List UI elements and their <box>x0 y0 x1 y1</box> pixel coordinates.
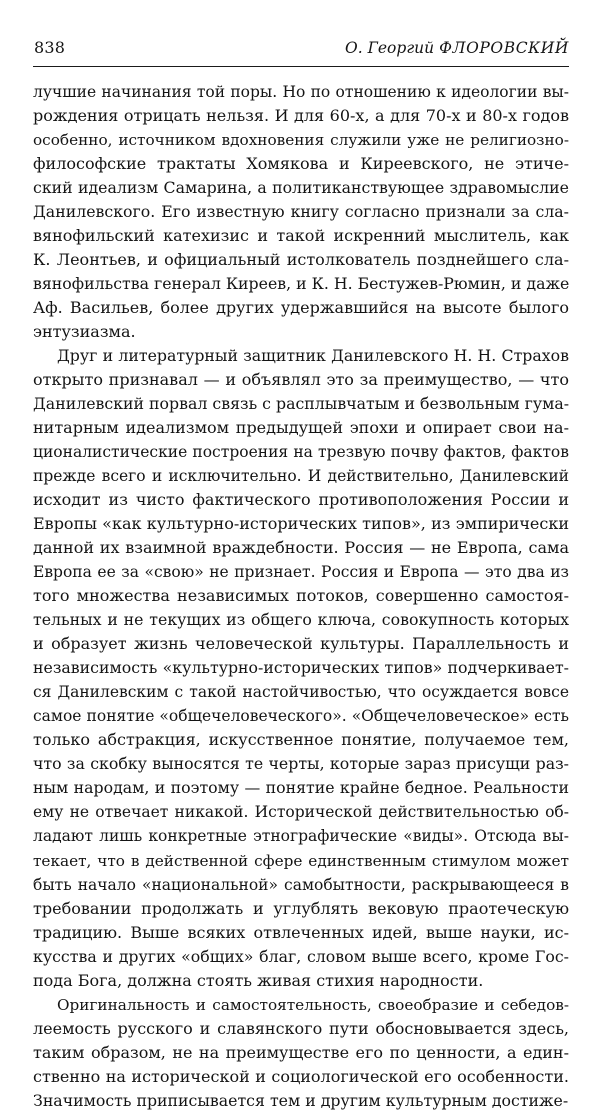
text-line: ным народам, и поэтому — понятие крайне бедное. Реальности <box>33 778 569 798</box>
author-given-name: Георгий <box>367 39 435 57</box>
text-line: рождения отрицать нельзя. И для 60-х, а для 70-х и 80-х годов <box>33 106 569 126</box>
text-line: исходит из чисто фактического противоположения России и <box>33 490 569 510</box>
paragraph <box>33 993 569 1113</box>
text-line: что за скобку выносятся те черты, которые зараз присущи раз- <box>33 754 569 774</box>
text-line: энтузиазма. <box>33 322 136 342</box>
text-line: Друг и литературный защитник Данилевского Н. Н. Страхов <box>57 346 569 366</box>
text-line: Аф. Васильев, более других удержавшийся на высоте былого <box>33 298 569 318</box>
text-line: того множества независимых потоков, совершенно самостоя- <box>33 586 569 606</box>
text-line: вянофильский катехизис и такой искренний мыслитель, как <box>33 226 569 246</box>
paragraph <box>33 80 569 344</box>
running-head-author <box>345 39 569 57</box>
text-line: ственно на исторической и социологической его особенности. <box>33 1066 569 1086</box>
author-surname: ФЛОРОВСКИЙ <box>439 39 569 57</box>
text-line: таким образом, не на преимуществе его по ценности, а един- <box>33 1042 569 1062</box>
text-line: особенно, источником вдохновения служили уже не религиозно- <box>33 131 569 150</box>
text-line: самое понятие «общечеловеческого». «Общечеловеческое» есть <box>33 707 569 726</box>
text-line: ционалистические построения на трезвую почву фактов, фактов <box>33 443 569 462</box>
text-line: только абстракция, искусственное понятие, получаемое тем, <box>33 730 569 750</box>
paragraph <box>33 344 569 992</box>
text-line: кусства и других «общих» благ, словом выше всего, кроме Гос- <box>33 946 569 966</box>
text-line: пода Бога, должна стоять живая стихия народности. <box>33 970 484 990</box>
text-line: леемость русского и славянского пути обосновывается здесь, <box>33 1018 569 1038</box>
text-line: текает, что в действенной сфере единственным стимулом может <box>33 851 569 870</box>
text-line: лучшие начинания той поры. Но по отношению к идеологии вы- <box>33 83 569 101</box>
text-line: быть начало «национальной» самобытности, раскрывающееся в <box>33 875 569 894</box>
text-line: ладают лишь конкретные этнографические «виды». Отсюда вы- <box>33 827 569 846</box>
text-line: вянофильства генерал Киреев, и К. Н. Бестужев-Рюмин, и даже <box>33 274 569 294</box>
text-line: ся Данилевским с такой настойчивостью, что осуждается вовсе <box>33 683 569 702</box>
text-line: Данилевского. Его известную книгу согласно признали за сла- <box>33 202 569 222</box>
text-line: Европа ее за «свою» не признает. Россия и Европа — это два из <box>33 563 569 582</box>
text-line: Оригинальность и самостоятельность, своеобразие и себедов- <box>57 995 569 1014</box>
text-line: ский идеализм Самарина, а политиканствующее здравомыслие <box>33 178 569 198</box>
text-line: ему не отвечает никакой. Исторической действительностью об- <box>33 803 569 822</box>
text-line: философские трактаты Хомякова и Киреевского, не этиче- <box>33 154 569 174</box>
text-line: и образует жизнь человеческой культуры. Параллельность и <box>33 634 569 654</box>
text-line: К. Леонтьев, и официальный истолкователь позднейшего сла- <box>33 250 569 270</box>
text-line: традицию. Выше всяких отвлеченных идей, выше науки, ис- <box>33 922 569 942</box>
text-line: прежде всего и исключительно. И действительно, Данилевский <box>33 467 569 486</box>
text-line: данной их взаимной враждебности. Россия — не Европа, сама <box>33 538 569 558</box>
text-line: Данилевский порвал связь с расплывчатым и безвольным гума- <box>33 394 569 414</box>
text-line: независимость «культурно-исторических типов» подчеркивает- <box>33 658 569 678</box>
text-line: требовании продолжать и углублять вековую праотеческую <box>33 898 569 918</box>
text-line: открыто признавал — и объявлял это за преимущество, — что <box>33 370 569 390</box>
author-initial: О. <box>344 39 363 57</box>
text-line: Значимость приписывается тем и другим культурным достиже- <box>33 1090 569 1110</box>
body-text <box>33 80 569 1113</box>
page-number: 838 <box>34 38 66 57</box>
text-line: нитарным идеализмом предыдущей эпохи и опирает свои на- <box>33 418 569 438</box>
text-line: Европы «как культурно-исторических типов», из эмпирически <box>33 514 569 534</box>
text-line: тельных и не текущих из общего ключа, совокупность которых <box>33 610 569 630</box>
running-header <box>33 38 569 67</box>
